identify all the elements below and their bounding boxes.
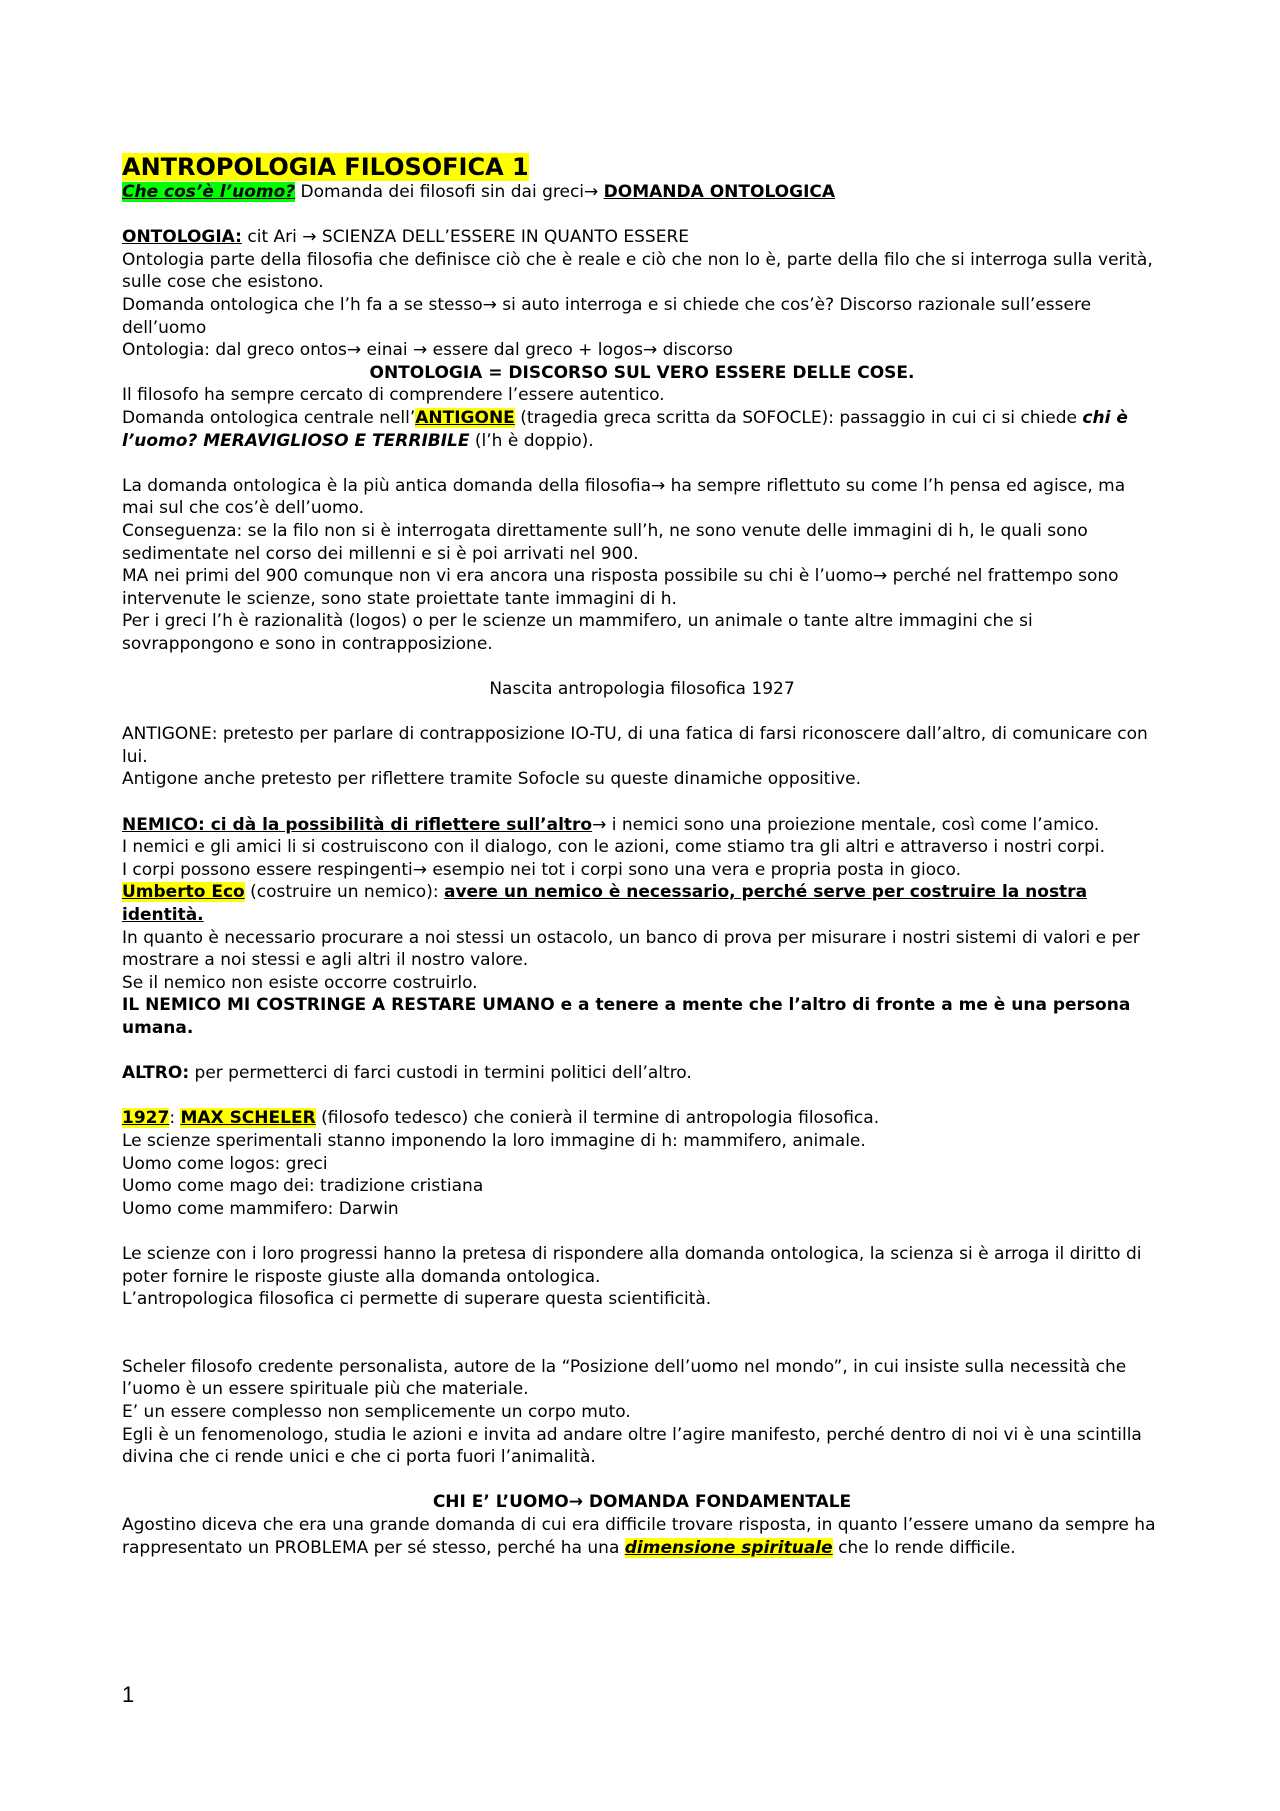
eco-bold: avere un nemico è necessario, perché serve per costruire la nostra identità. — [122, 882, 1088, 925]
title-highlight: ANTROPOLOGIA FILOSOFICA 1 — [122, 153, 529, 181]
altro-line — [122, 1062, 1162, 1085]
ontologia-line-5: Il filosofo ha sempre cercato di comprendere l’essere autentico. — [122, 385, 665, 406]
antigone-para-line-2: Antigone anche pretesto per riflettere tramite Sofocle su queste dinamiche oppositive. — [122, 769, 861, 790]
altro-text: per permetterci di farci custodi in termini politici dell’altro. — [189, 1063, 692, 1084]
spacer — [122, 655, 1162, 678]
ontologia-line-1-text: cit Ari → SCIENZA DELL’ESSERE IN QUANTO ESSERE — [241, 227, 690, 248]
document-title — [122, 153, 1162, 181]
nemico-eco-line — [122, 881, 1162, 926]
nemico-line-1-post: → i nemici sono una proiezione mentale, così come l’amico. — [592, 814, 1100, 835]
scheler2-line-3: Egli è un fenomenologo, studia le azioni e invita ad andare oltre l’agire manifesto, perché dentro di noi vi è una scintilla divina che ci rende unici e che ci porta fuori l’animalità. — [122, 1424, 1142, 1468]
spacer — [122, 791, 1162, 814]
spacer — [122, 1333, 1162, 1356]
spacer — [122, 1085, 1162, 1108]
ontologia-line-6 — [122, 407, 1162, 452]
scheler-name-highlight: MAX SCHELER — [180, 1108, 316, 1129]
eco-mid: (costruire un nemico): — [244, 882, 444, 903]
chi-text-post: che lo rende difficile. — [832, 1537, 1016, 1558]
para2-line-1: La domanda ontologica è la più antica domanda della filosofia→ ha sempre riflettuto su come l’h pensa ed agisce, ma mai sul che cos’è dell’uomo. — [122, 475, 1126, 519]
scheler2-line-2: E’ un essere complesso non semplicemente un corpo muto. — [122, 1402, 631, 1423]
intro-line — [122, 181, 1162, 204]
ontologia-line-2: Ontologia parte della filosofia che definisce ciò che è reale e ciò che non lo è, parte della filo che si interroga sulla verità, sulle cose che esistono. — [122, 249, 1153, 293]
page-number: 1 — [122, 1682, 135, 1707]
scheler-line-1-post: (filosofo tedesco) che conierà il termine di antropologia filosofica. — [315, 1108, 880, 1129]
intro-label: DOMANDA ONTOLOGICA — [603, 182, 836, 202]
nemico-line-6: IL NEMICO MI COSTRINGE A RESTARE UMANO e a tenere a mente che l’altro di fronte a me è una persona umana. — [122, 995, 1131, 1038]
nemico-line-5: Se il nemico non esiste occorre costruirlo. — [122, 972, 478, 993]
spacer — [122, 1311, 1162, 1334]
spacer — [122, 701, 1162, 724]
ontologia-line-6-pre: Domanda ontologica centrale nell’ — [122, 407, 416, 428]
eco-highlight: Umberto Eco — [122, 882, 245, 903]
scheler-line-2: Le scienze sperimentali stanno imponendo la loro immagine di h: mammifero, animale. — [122, 1130, 866, 1151]
ontologia-line-1 — [122, 226, 1162, 249]
chi-paragraph — [122, 1514, 1162, 1559]
ontologia-line-6-emphasis: chi è l’uomo? MERAVIGLIOSO E TERRIBILE — [122, 407, 1128, 451]
arrow-glyph: → — [584, 182, 604, 202]
nemico-line-1 — [122, 814, 1162, 837]
spacer — [122, 204, 1162, 227]
nemico-line-4: In quanto è necessario procurare a noi stessi un ostacolo, un banco di prova per misurare i nostri sistemi di valori e per mostrare a noi stessi e agli altri il nostro valore. — [122, 927, 1140, 971]
nemico-line-3: I corpi possono essere respingenti→ esempio nei tot i corpi sono una vera e propria posta in gioco. — [122, 859, 962, 880]
nascita-heading: Nascita antropologia filosofica 1927 — [489, 679, 795, 700]
document-body — [122, 153, 1162, 1559]
scheler-line-4: Uomo come mago dei: tradizione cristiana — [122, 1176, 484, 1197]
para2-line-4: Per i greci l’h è razionalità (logos) o per le scienze un mammifero, un animale o tante altre immagini che si sovrappongono e sono in contrapposizione. — [122, 611, 1033, 654]
intro-question: Che cos’è l’uomo? — [122, 182, 296, 202]
spacer — [122, 1040, 1162, 1063]
spacer — [122, 1469, 1162, 1492]
spacer — [122, 1220, 1162, 1243]
scienze-line-2: L’antropologica filosofica ci permette di superare questa scientificità. — [122, 1289, 712, 1310]
para2-line-3: MA nei primi del 900 comunque non vi era ancora una risposta possibile su chi è l’uomo→ perché nel frattempo sono intervenute le scienze, sono state proiettate tante immagini di h. — [122, 566, 1119, 609]
spacer — [122, 452, 1162, 475]
antigone-highlight: ANTIGONE — [415, 407, 515, 428]
ontologia-line-3: Domanda ontologica che l’h fa a se stesso→ si auto interroga e si chiede che cos’è? Discorso razionale sull’essere dell’uomo — [122, 294, 1092, 338]
ontologia-line-6-post: (tragedia greca scritta da SOFOCLE): passaggio in cui ci si chiede — [514, 407, 1083, 428]
nemico-label: NEMICO: ci dà la possibilità di riflettere sull’altro — [122, 814, 593, 835]
scienze-line-1: Le scienze con i loro progressi hanno la pretesa di rispondere alla domanda ontologica, la scienza si è arroga il diritto di poter fornire le risposte giuste alla domanda ontologica. — [122, 1243, 1142, 1287]
year-highlight: 1927 — [122, 1108, 170, 1129]
scheler-sep: : — [169, 1108, 181, 1129]
dimensione-highlight: dimensione spirituale — [624, 1537, 833, 1558]
nemico-line-2: I nemici e gli amici li si costruiscono con il dialogo, con le azioni, come stiamo tra gli altri e attraverso i nostri corpi. — [122, 837, 1105, 858]
intro-text: Domanda dei filosofi sin dai greci — [295, 182, 585, 202]
altro-label: ALTRO: — [122, 1063, 190, 1084]
scheler2-line-1: Scheler filosofo credente personalista, autore de la “Posizione dell’uomo nel mondo”, in cui insiste sulla necessità che l’uomo è un essere spirituale più che materiale. — [122, 1356, 1127, 1400]
ontologia-line-6-end: (l’h è doppio). — [469, 430, 594, 451]
ontologia-line-4: Ontologia: dal greco ontos→ einai → essere dal greco + logos→ discorso — [122, 340, 733, 361]
scheler-line-3: Uomo come logos: greci — [122, 1153, 328, 1174]
para2-line-2: Conseguenza: se la filo non si è interrogata direttamente sull’h, ne sono venute delle immagini di h, le quali sono sedimentate nel corso dei millenni e si è poi arrivati nel 900. — [122, 520, 1088, 564]
ontologia-label: ONTOLOGIA: — [122, 227, 242, 248]
antigone-para-line-1: ANTIGONE: pretesto per parlare di contrapposizione IO-TU, di una fatica di farsi riconoscere dall’altro, di comunicare con lui. — [122, 724, 1148, 767]
ontologia-center-heading: ONTOLOGIA = DISCORSO SUL VERO ESSERE DELLE COSE. — [369, 362, 915, 383]
chi-text-pre: Agostino diceva che era una grande domanda di cui era difficile trovare risposta, in quanto l’essere umano da sempre ha rappresentato un PROBLEMA per sé stesso, perché ha una — [122, 1515, 1156, 1558]
scheler-line-5: Uomo come mammifero: Darwin — [122, 1198, 399, 1219]
chi-heading: CHI E’ L’UOMO→ DOMANDA FONDAMENTALE — [432, 1492, 852, 1513]
scheler-line-1 — [122, 1107, 1162, 1130]
